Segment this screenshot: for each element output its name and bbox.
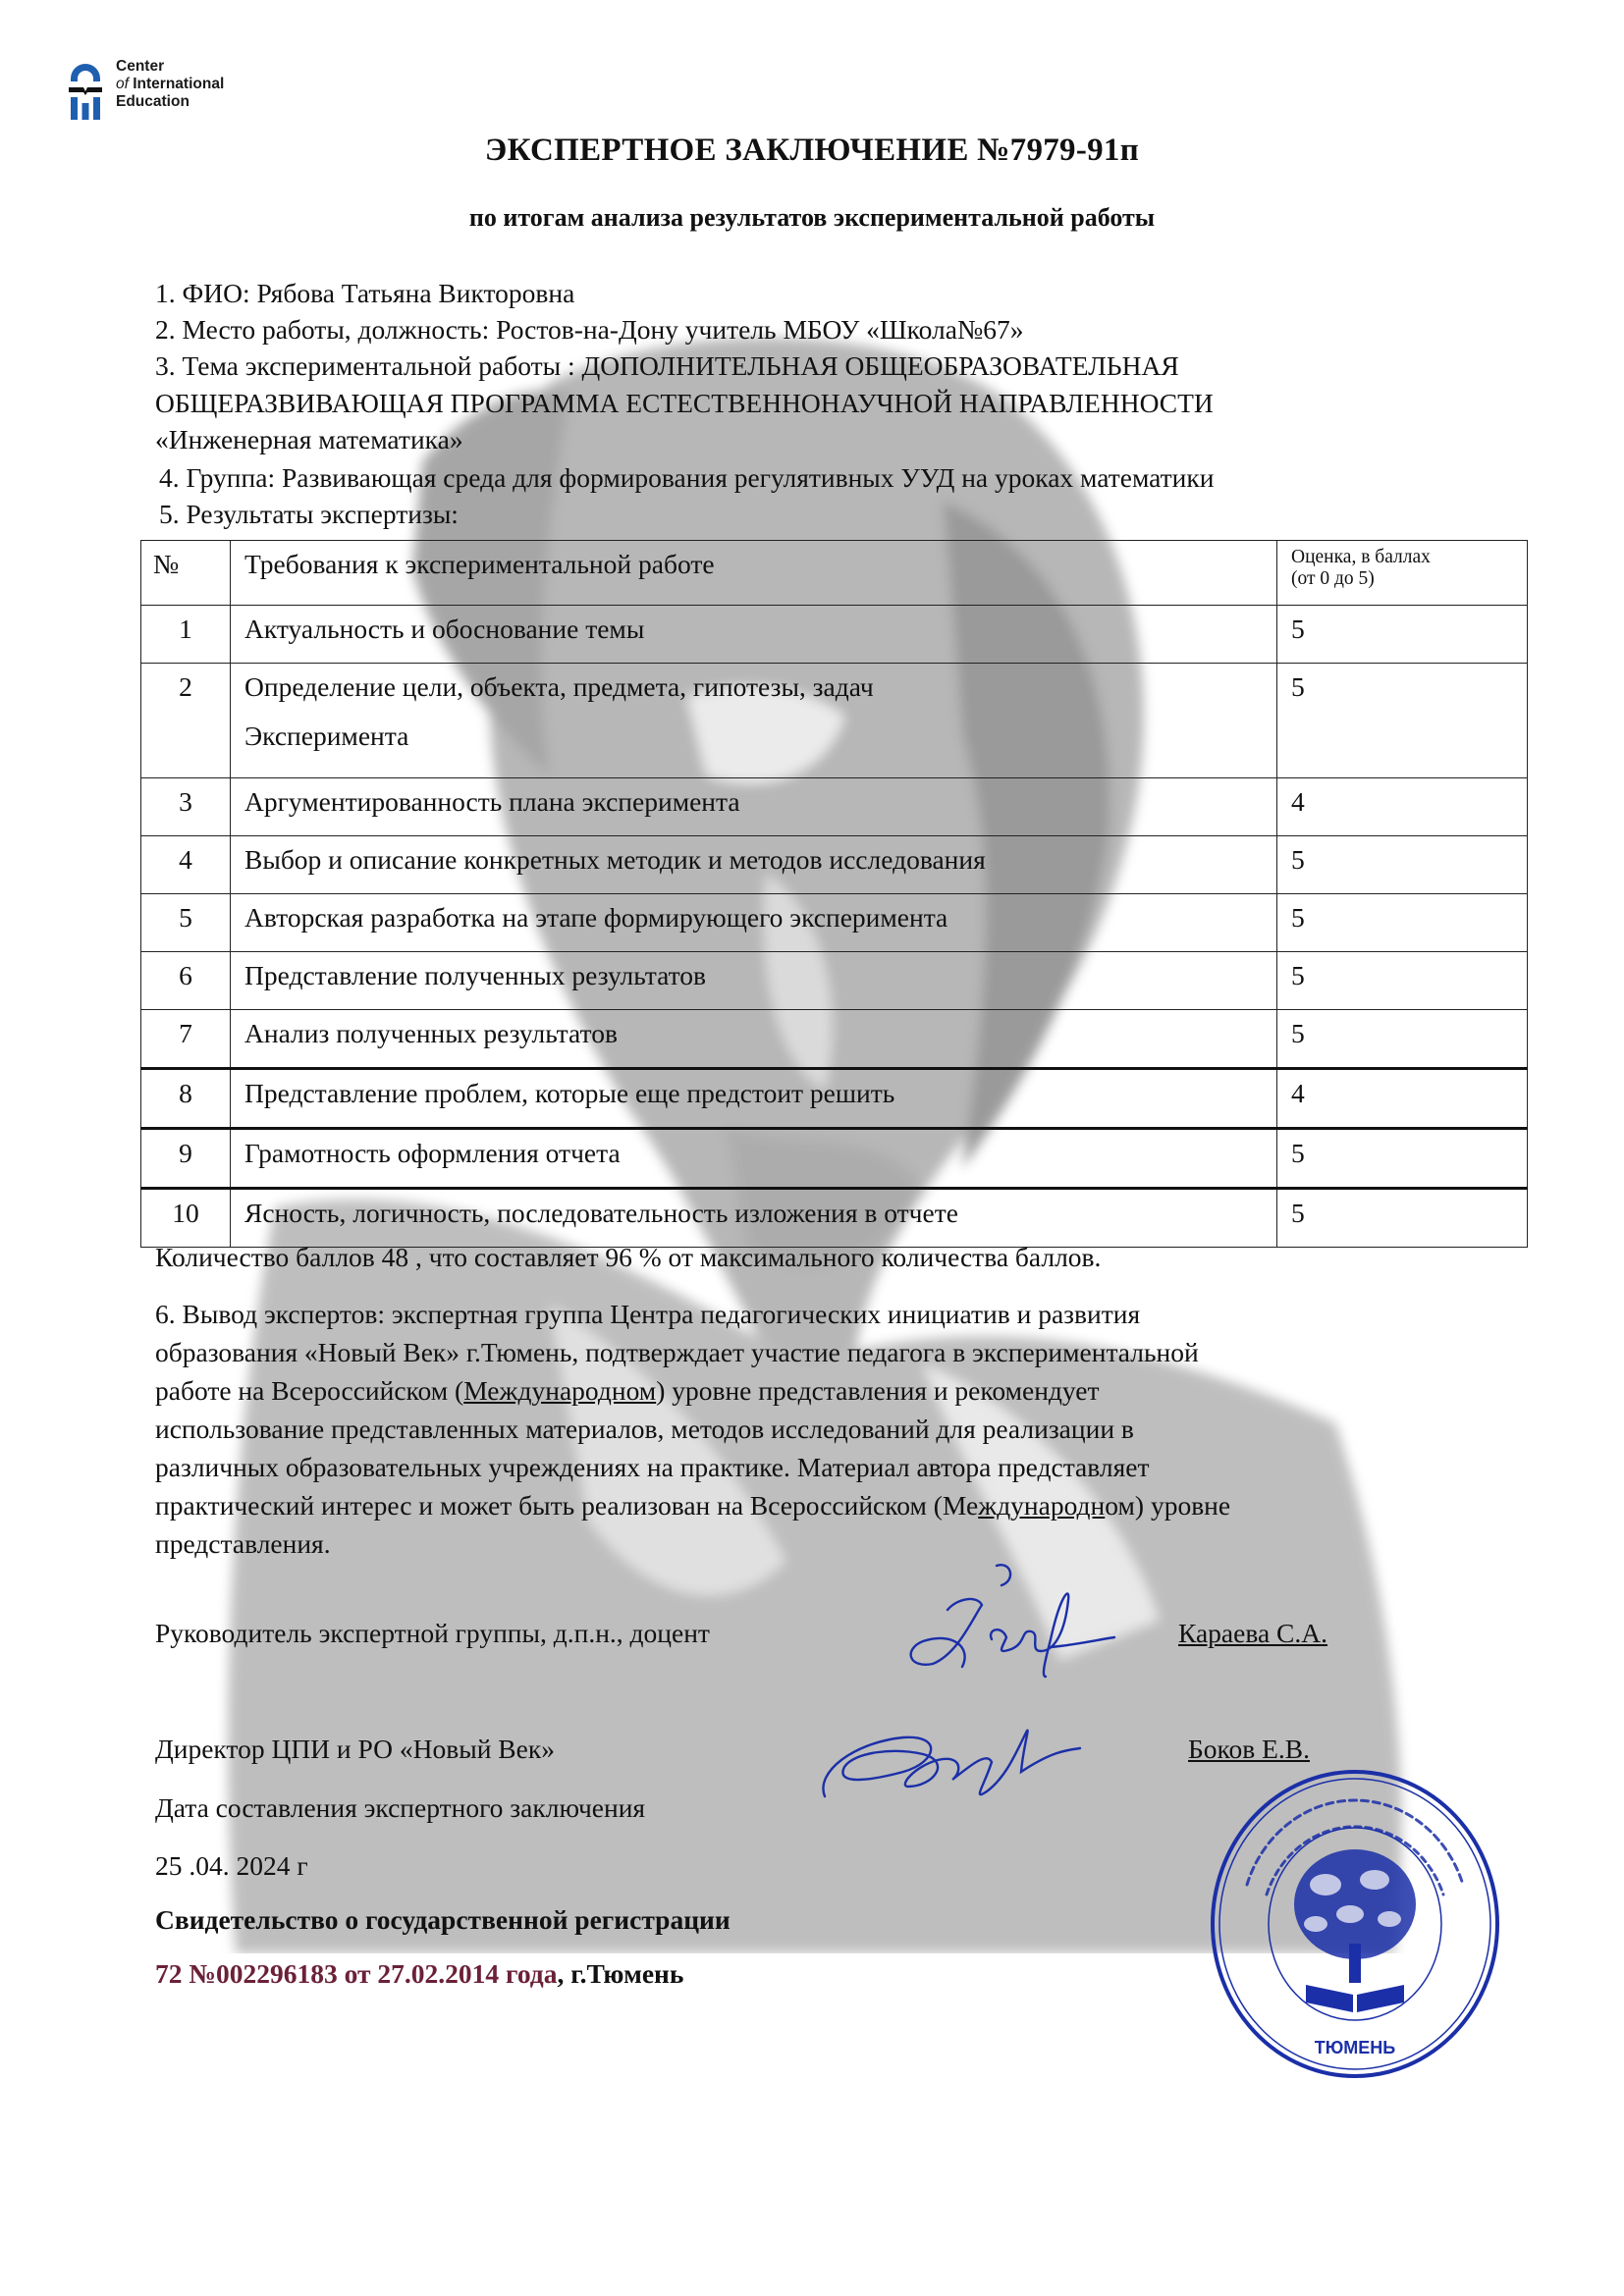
conclusion-line [155,1486,1510,1524]
table-row [141,606,1528,664]
row-requirement-line-2: Эксперимента [244,721,409,751]
field-fio: 1. ФИО: Рябова Татьяна Викторовна [155,278,575,308]
row-requirement-line-1: Определение цели, объекта, предмета, гипотезы, задач [244,671,874,702]
table-header-row [141,541,1528,606]
field-topic-line-1: 3. Тема экспериментальной работы : ДОПОЛНИТЕЛЬНАЯ ОБЩЕОБРАЗОВАТЕЛЬНАЯ [155,350,1179,381]
registration-city: , г.Тюмень [557,1958,684,1989]
logo-wordmark [116,55,224,111]
conclusion-line: использование представленных материалов, методов исследований для реализации в [155,1414,1134,1444]
row-requirement [231,664,1277,778]
row-score: 5 [1277,606,1528,664]
document-title: ЭКСПЕРТНОЕ ЗАКЛЮЧЕНИЕ №7979-91п [484,133,1140,168]
row-score: 5 [1277,1129,1528,1189]
row-num: 10 [141,1189,231,1248]
experts-conclusion [155,1295,1510,1563]
row-num: 3 [141,778,231,836]
row-requirement: Представление полученных результатов [231,952,1277,1010]
header-num: № [141,541,231,606]
table-row [141,664,1528,778]
field-workplace: 2. Место работы, должность: Ростов-на-Дону учитель МБОУ «Школа№67» [155,314,1024,345]
field-group: 4. Группа: Развивающая среда для формирования регулятивных УУД на уроках математики [159,462,1215,493]
conclusion-line [155,1371,1510,1410]
row-score: 5 [1277,894,1528,952]
head-of-experts-label: Руководитель экспертной группы, д.п.н., доцент [155,1618,710,1648]
row-num: 7 [141,1010,231,1069]
registration-title: Свидетельство о государственной регистрации [155,1904,731,1935]
scores-table [140,540,1528,1248]
logo-line-2 [116,76,224,93]
row-score: 4 [1277,778,1528,836]
row-num: 2 [141,664,231,778]
signature-bokov-icon [815,1693,1090,1811]
row-requirement: Ясность, логичность, последовательность изложения в отчете [231,1189,1277,1248]
stamp-city: ТЮМЕНЬ [1314,2038,1396,2057]
table-row [141,1189,1528,1248]
registration-number: 72 №002296183 от 27.02.2014 года [155,1958,558,1989]
row-requirement: Анализ полученных результатов [231,1010,1277,1069]
signature-karaeva-icon [903,1561,1149,1679]
conclusion-line: представления. [155,1528,331,1559]
center-of-international-education-logo [67,55,224,122]
underlined-international: Международном [463,1375,657,1406]
row-requirement: Аргументированность плана эксперимента [231,778,1277,836]
table-row [141,894,1528,952]
registration-line [155,1958,683,1990]
director-name: Боков Е.В. [1188,1734,1311,1764]
conclusion-line: различных образовательных учреждениях на практике. Материал автора представляет [155,1452,1150,1482]
row-num: 6 [141,952,231,1010]
row-num: 5 [141,894,231,952]
logo-line-1: Center [116,58,165,75]
results-heading: 5. Результаты экспертизы: [159,499,459,529]
logo-line-3: Education [116,93,189,110]
row-num: 8 [141,1069,231,1129]
row-requirement: Грамотность оформления отчета [231,1129,1277,1189]
conclusion-text: ом) уровне [1105,1490,1231,1521]
row-score: 4 [1277,1069,1528,1129]
head-of-experts-name: Караева С.А. [1178,1618,1328,1648]
organization-stamp [1208,1767,1502,2081]
row-score: 5 [1277,664,1528,778]
row-requirement: Представление проблем, которые еще предстоит решить [231,1069,1277,1129]
logo-of: of [116,76,129,92]
row-requirement: Выбор и описание конкретных методик и методов исследования [231,836,1277,894]
date-label: Дата составления экспертного заключения [155,1792,646,1823]
logo-international: International [128,76,225,92]
table-row [141,952,1528,1010]
row-score: 5 [1277,836,1528,894]
conclusion-text: ) уровне представления и рекомендует [656,1375,1100,1406]
field-topic-line-2: ОБЩЕРАЗВИВАЮЩАЯ ПРОГРАММА ЕСТЕСТВЕННОНАУЧНОЙ НАПРАВЛЕННОСТИ [155,388,1214,418]
row-num: 4 [141,836,231,894]
logo-arch-book-icon [67,55,104,122]
row-score: 5 [1277,1189,1528,1248]
row-num: 1 [141,606,231,664]
table-row [141,836,1528,894]
row-score: 5 [1277,952,1528,1010]
conclusion-text: практический интерес и может быть реализован на Всероссийском (Ме [155,1490,979,1521]
row-score: 5 [1277,1010,1528,1069]
conclusion-line: образования «Новый Век» г.Тюмень, подтверждает участие педагога в экспериментальной [155,1337,1199,1367]
director-label: Директор ЦПИ и РО «Новый Век» [155,1734,555,1764]
header-requirement: Требования к экспериментальной работе [231,541,1277,606]
row-requirement: Актуальность и обоснование темы [231,606,1277,664]
header-score-line-1: Оценка, в баллах [1291,547,1431,567]
header-score [1277,541,1528,606]
header-score-line-2: (от 0 до 5) [1291,568,1375,589]
document-subtitle: по итогам анализа результатов экспериментальной работы [468,203,1156,232]
date-value: 25 .04. 2024 г [155,1850,308,1881]
table-row [141,1129,1528,1189]
conclusion-text: работе на Всероссийском ( [155,1375,464,1406]
total-score-summary: Количество баллов 48 , что составляет 96 % от максимального количества баллов. [155,1242,1102,1272]
conclusion-line: 6. Вывод экспертов: экспертная группа Центра педагогических инициатив и развития [155,1299,1141,1329]
field-topic-line-3: «Инженерная математика» [155,424,463,454]
table-row [141,778,1528,836]
row-num: 9 [141,1129,231,1189]
table-row [141,1010,1528,1069]
row-requirement: Авторская разработка на этапе формирующего эксперимента [231,894,1277,952]
underlined-international: ждународн [978,1490,1106,1521]
table-row [141,1069,1528,1129]
